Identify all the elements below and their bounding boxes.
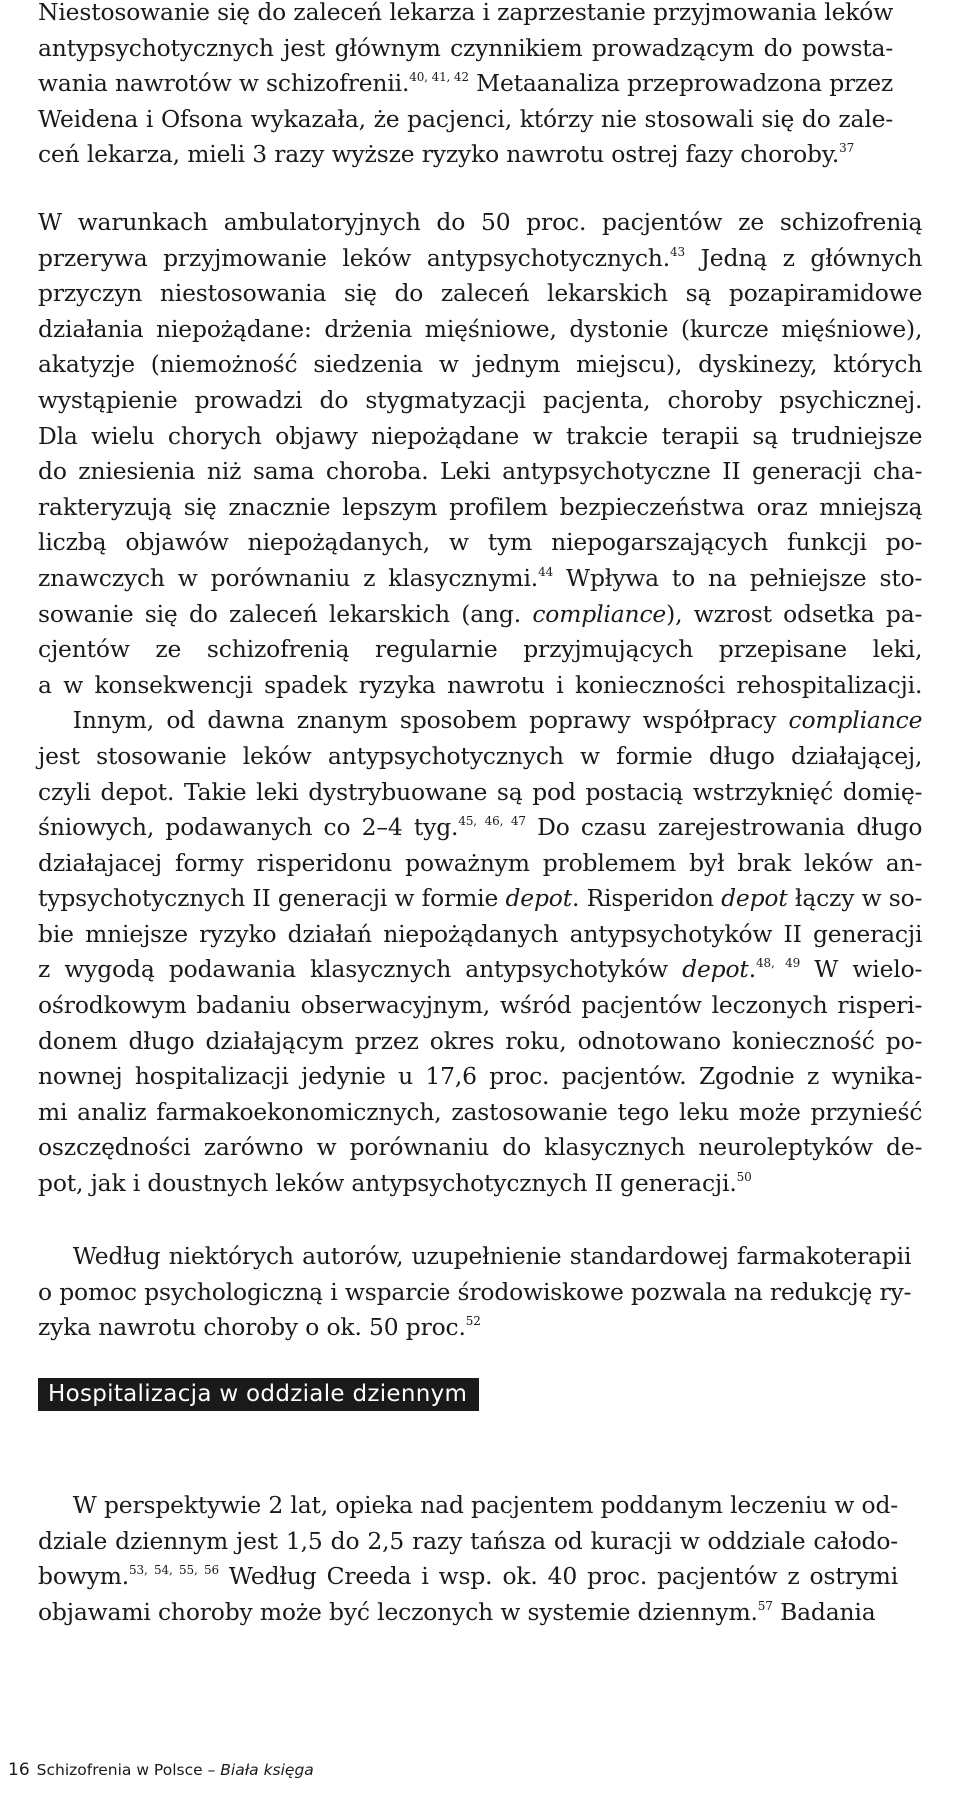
text-line: pot, jak i doustnych leków antypsychotycznych II generacji.$^{50}$ — [38, 1169, 752, 1198]
italic-term: depot — [505, 884, 572, 913]
text-line: wania nawrotów w schizofrenii.$^{40, 41, 42}$ Metaanaliza przeprowadzona przez — [38, 69, 894, 98]
text-line: oszczędności zarówno w porównaniu do klasycznych neuroleptyków de- — [38, 1133, 923, 1162]
text-line: liczbą objawów niepożądanych, w tym niepogarszających funkcji po- — [38, 528, 923, 557]
text-line: antypsychotycznych jest głównym czynnikiem prowadzącym do powsta- — [38, 33, 894, 62]
text-line: przyczyn niestosowania się do zaleceń lekarskich są pozapiramidowe — [38, 279, 923, 308]
text-line: Niestosowanie się do zaleceń lekarza i zaprzestanie przyjmowania leków — [38, 0, 894, 26]
text-line: czyli depot. Takie leki dystrybuowane są pod postacią wstrzyknięć domię- — [38, 777, 923, 806]
footnote-ref: 45, 46, 47 — [458, 814, 526, 829]
footnote-ref: 52 — [465, 1314, 481, 1329]
page-footer — [8, 1760, 314, 1780]
text-line: nownej hospitalizacji jedynie u 17,6 proc. pacjentów. Zgodnie z wynika- — [38, 1062, 923, 1091]
text-line: z wygodą podawania klasycznych antypsychotyków depot.$^{48, 49}$ W wielo- — [38, 955, 923, 984]
paragraph-noncompliance — [38, 0, 893, 173]
text-line: objawami choroby może być leczonych w systemie dziennym.$^{57}$ Badania — [38, 1597, 876, 1626]
italic-term: compliance — [532, 599, 667, 628]
text-line: W perspektywie 2 lat, opieka nad pacjentem poddanym leczeniu w od- — [38, 1491, 899, 1519]
text-line: bie mniejsze ryzyko działań niepożądanych antypsychotyków II generacji — [38, 919, 923, 948]
footnote-ref: 57 — [757, 1598, 773, 1613]
paragraph-ambulatory-compliance — [38, 205, 922, 1202]
footnote-ref: 43 — [670, 244, 685, 259]
text-line: działania niepożądane: drżenia mięśniowe, dystonie (kurcze mięśniowe), — [38, 314, 923, 343]
paragraph-psychological-support — [38, 1239, 911, 1346]
text-line: do zniesienia niż sama choroba. Leki antypsychotyczne II generacji cha- — [38, 457, 923, 486]
text-line: jest stosowanie leków antypsychotycznych w formie długo działającej, — [38, 741, 923, 770]
footnote-ref: 44 — [538, 564, 554, 579]
text-line: typsychotycznych II generacji w formie depot. Risperidon depot łączy w so- — [38, 884, 923, 913]
text-line: wystąpienie prowadzi do stygmatyzacji pacjenta, choroby psychicznej. — [38, 385, 923, 414]
italic-term: compliance — [788, 706, 923, 735]
text-line: dziale dziennym jest 1,5 do 2,5 razy tańsza od kuracji w oddziale całodo- — [38, 1526, 899, 1555]
text-line: a w konsekwencji spadek ryzyka nawrotu i konieczności rehospitalizacji. — [38, 670, 923, 699]
text-line: bowym.$^{53, 54, 55, 56}$ Według Creeda i wsp. ok. 40 proc. pacjentów z ostrymi — [38, 1562, 899, 1591]
text-line: zyka nawrotu choroby o ok. 50 proc.$^{52}$ — [38, 1313, 481, 1342]
publication-title: Schizofrenia w Polsce – — [36, 1761, 221, 1779]
text-line: Innym, od dawna znanym sposobem poprawy współpracy compliance — [38, 706, 923, 735]
section-heading: Hospitalizacja w oddziale dziennym — [38, 1378, 479, 1411]
text-line: Weidena i Ofsona wykazała, że pacjenci, którzy nie stosowali się do zale- — [38, 104, 894, 133]
footnote-ref: 53, 54, 55, 56 — [129, 1563, 219, 1578]
text-line: Dla wielu chorych objawy niepożądane w trakcie terapii są trudniejsze — [38, 421, 923, 450]
footnote-ref: 48, 49 — [755, 956, 801, 971]
italic-term: depot — [682, 955, 749, 984]
text-line: o pomoc psychologiczną i wsparcie środowiskowe pozwala na redukcję ry- — [38, 1277, 912, 1306]
text-line: znawczych w porównaniu z klasycznymi.$^{44}$ Wpływa to na pełniejsze sto- — [38, 563, 923, 592]
text-line: cjentów ze schizofrenią regularnie przyjmujących przepisane leki, — [38, 635, 923, 664]
footnote-ref: 40, 41, 42 — [409, 70, 469, 85]
text-line: ośrodkowym badaniu obserwacyjnym, wśród pacjentów leczonych risperi- — [38, 991, 923, 1020]
italic-term: depot — [721, 884, 788, 913]
section-heading-wrap — [38, 1378, 479, 1411]
text-line: mi analiz farmakoekonomicznych, zastosowanie tego leku może przynieść — [38, 1097, 923, 1126]
text-line: działajacej formy risperidonu poważnym problemem był brak leków an- — [38, 848, 923, 877]
text-line: śniowych, podawanych co 2–4 tyg.$^{45, 46, 47}$ Do czasu zarejestrowania długo — [38, 813, 923, 842]
publication-subtitle: Biała księga — [220, 1761, 314, 1779]
footnote-ref: 37 — [839, 141, 855, 156]
text-line: donem długo działającym przez okres roku, odnotowano konieczność po- — [38, 1026, 923, 1055]
text-line: ceń lekarza, mieli 3 razy wyższe ryzyko nawrotu ostrej fazy choroby.$^{37}$ — [38, 140, 855, 169]
page-number: 16 — [8, 1760, 30, 1780]
paragraph-day-ward — [38, 1488, 898, 1630]
text-line: sowanie się do zaleceń lekarskich (ang. compliance), wzrost odsetka pa- — [38, 599, 923, 628]
text-line: Według niektórych autorów, uzupełnienie standardowej farmakoterapii — [38, 1242, 912, 1270]
text-line: rakteryzują się znacznie lepszym profilem bezpieczeństwa oraz mniejszą — [38, 492, 923, 521]
text-line: W warunkach ambulatoryjnych do 50 proc. pacjentów ze schizofrenią — [38, 208, 923, 236]
footnote-ref: 50 — [736, 1170, 752, 1185]
text-line: akatyzje (niemożność siedzenia w jednym miejscu), dyskinezy, których — [38, 350, 923, 379]
text-line: przerywa przyjmowanie leków antypsychotycznych.$^{43}$ Jedną z głównych — [38, 243, 923, 272]
